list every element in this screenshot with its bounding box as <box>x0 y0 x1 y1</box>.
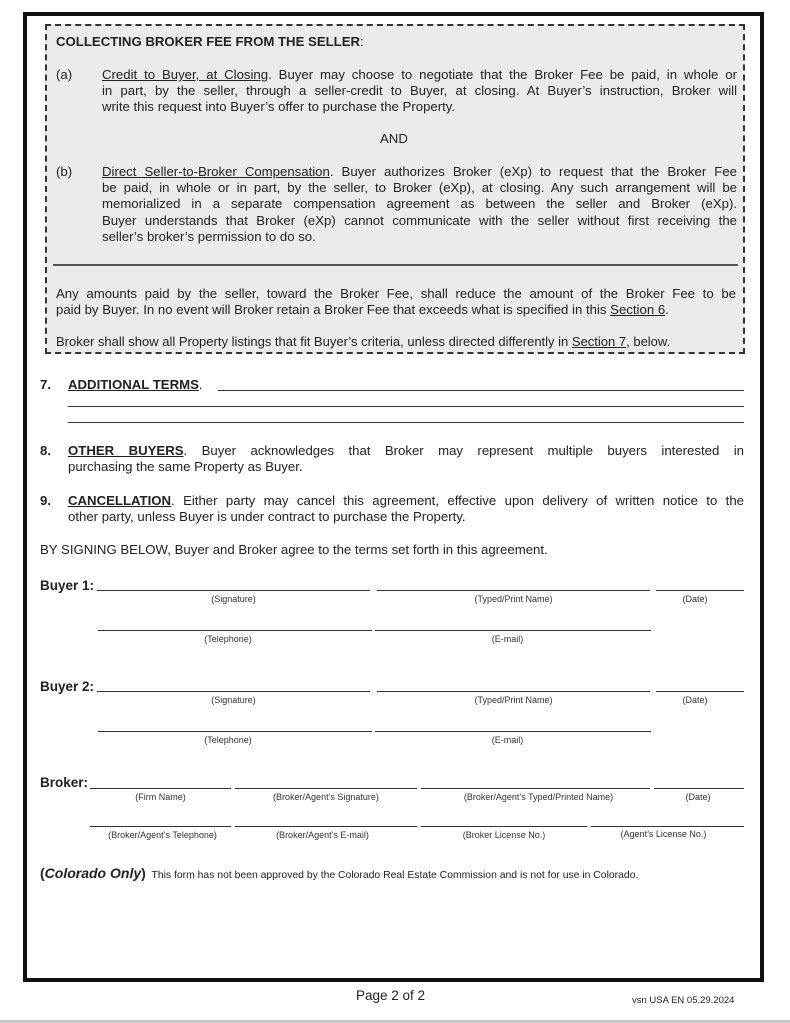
broker-firm-name-caption: (Firm Name) <box>135 792 186 802</box>
item-b-line: seller’s broker’s permission to do so. <box>102 228 316 244</box>
buyer-1-telephone-line[interactable] <box>98 630 372 631</box>
buyer-2-print-name-caption: (Typed/Print Name) <box>474 695 553 705</box>
buyer-2-date-line[interactable] <box>656 691 744 692</box>
section-7-title: ADDITIONAL TERMS <box>68 377 199 392</box>
section-9-number: 9. <box>40 493 51 508</box>
broker-agent-email-line[interactable] <box>235 826 417 827</box>
paragraph-end: . <box>665 302 669 318</box>
broker-agent-signature-caption: (Broker/Agent’s Signature) <box>273 792 379 802</box>
item-a-line: in part, by the seller, through a seller-credit to Buyer, at closing. At Buyer’s instruction, Broker will <box>102 83 737 99</box>
section-9-line: other party, unless Buyer is under contract to purchase the Property. <box>68 509 466 525</box>
broker-agent-printed-name-caption: (Broker/Agent’s Typed/Printed Name) <box>463 792 614 802</box>
buyer-2-signature-caption: (Signature) <box>211 695 256 705</box>
buyer-2-telephone-line[interactable] <box>98 731 372 732</box>
agent-license-line[interactable] <box>591 826 744 827</box>
section-8-title: OTHER BUYERS <box>68 443 184 458</box>
section-8-number: 8. <box>40 443 51 458</box>
section-6-link[interactable]: Section 6 <box>610 302 666 318</box>
additional-terms-line-1[interactable] <box>218 390 744 391</box>
additional-terms-line-3[interactable] <box>68 422 744 423</box>
buyer-1-telephone-caption: (Telephone) <box>204 634 252 644</box>
section-9-text <box>68 493 744 525</box>
section-7-heading <box>68 377 203 393</box>
item-a-marker: (a) <box>56 67 73 82</box>
buyer-1-email-caption: (E-mail) <box>491 634 524 644</box>
section-9-line: . Either party may cancel this agreement, effective upon delivery of written notice to the <box>171 493 744 508</box>
buyer-2-email-line[interactable] <box>375 731 651 732</box>
broker-agent-telephone-line[interactable] <box>90 826 231 827</box>
buyer-1-email-line[interactable] <box>375 630 651 631</box>
broker-firm-name-line[interactable] <box>90 788 231 789</box>
heading-colon: : <box>360 34 364 49</box>
colorado-only-label: Colorado Only <box>44 865 142 881</box>
and-separator: AND <box>380 131 408 146</box>
section-7-link[interactable]: Section 7 <box>571 334 627 349</box>
item-b-line: Buyer understands that Broker (eXp) cannot communicate with the seller without first receiving the <box>102 212 737 228</box>
broker-agent-printed-name-line[interactable] <box>421 788 650 789</box>
version-label: vsn USA EN 05.29.2024 <box>632 995 735 1006</box>
buyer-1-label: Buyer 1: <box>40 578 95 593</box>
signing-statement: BY SIGNING BELOW, Buyer and Broker agree to the terms set forth in this agreement. <box>40 542 548 557</box>
buyer-2-label: Buyer 2: <box>40 679 95 694</box>
broker-license-line[interactable] <box>421 826 587 827</box>
section-8-text <box>68 443 744 475</box>
listings-end: , below. <box>626 334 671 349</box>
page-number: Page 2 of 2 <box>356 988 426 1003</box>
broker-license-caption: (Broker License No.) <box>462 830 546 840</box>
item-b-marker: (b) <box>56 164 73 179</box>
section-9-title: CANCELLATION <box>68 493 172 508</box>
broker-date-caption: (Date) <box>685 792 711 802</box>
paragraph-line: paid by Buyer. In no event will Broker retain a Broker Fee that exceeds what is specified in this <box>56 302 611 318</box>
buyer-2-telephone-caption: (Telephone) <box>204 735 252 745</box>
listings-paragraph <box>56 334 670 350</box>
broker-agent-signature-line[interactable] <box>235 788 417 789</box>
item-a-line: write this request into Buyer’s offer to purchase the Property. <box>102 99 456 115</box>
broker-date-line[interactable] <box>654 788 744 789</box>
buyer-2-email-caption: (E-mail) <box>491 735 524 745</box>
buyer-2-print-name-line[interactable] <box>377 691 650 692</box>
note-close-paren: ) <box>141 865 146 881</box>
agent-license-caption: (Agent’s License No.) <box>620 829 707 839</box>
buyer-2-date-caption: (Date) <box>682 695 708 705</box>
note-open-paren: ( <box>40 865 45 881</box>
item-b-title: Direct Seller-to-Broker Compensation <box>102 164 330 179</box>
item-b-line: . Buyer authorizes Broker (eXp) to request that the Broker Fee <box>329 164 737 179</box>
collecting-heading <box>56 34 364 50</box>
section-7-period: . <box>198 377 203 392</box>
item-a-title: Credit to Buyer, at Closing <box>102 67 269 82</box>
buyer-1-date-line[interactable] <box>656 590 744 591</box>
broker-label: Broker: <box>40 775 89 790</box>
additional-terms-line-2[interactable] <box>68 406 744 407</box>
buyer-1-date-caption: (Date) <box>682 594 708 604</box>
listings-text: Broker shall show all Property listings that fit Buyer’s criteria, unless directed differently in <box>56 334 572 349</box>
colorado-note-text: This form has not been approved by the Colorado Real Estate Commission and is not for use in Colorado. <box>151 870 639 881</box>
buyer-1-signature-line[interactable] <box>97 590 370 591</box>
colorado-note <box>40 865 638 884</box>
item-a-text <box>102 67 737 116</box>
buyer-1-signature-caption: (Signature) <box>211 594 256 604</box>
item-b-text <box>102 164 737 245</box>
seller-amount-paragraph <box>56 286 736 318</box>
section-8-line: . Buyer acknowledges that Broker may represent multiple buyers interested in <box>183 443 744 458</box>
buyer-1-print-name-line[interactable] <box>377 590 650 591</box>
box-divider <box>53 264 738 266</box>
item-b-line: memorialized in a separate compensation agreement as between the seller and Broker (eXp). <box>102 196 737 212</box>
section-8-line: purchasing the same Property as Buyer. <box>68 459 303 475</box>
buyer-2-signature-line[interactable] <box>97 691 370 692</box>
item-b-line: be paid, in whole or in part, by the seller, to Broker (eXp), at closing. Any such arrangement will be <box>102 180 737 196</box>
section-7-number: 7. <box>40 377 51 392</box>
paragraph-line: Any amounts paid by the seller, toward the Broker Fee, shall reduce the amount of the Broker Fee to be <box>56 286 736 301</box>
buyer-1-print-name-caption: (Typed/Print Name) <box>474 594 553 604</box>
broker-agent-telephone-caption: (Broker/Agent’s Telephone) <box>108 830 217 840</box>
collecting-heading-text: COLLECTING BROKER FEE FROM THE SELLER <box>56 34 361 49</box>
broker-agent-email-caption: (Broker/Agent’s E-mail) <box>276 830 369 840</box>
item-a-line: . Buyer may choose to negotiate that the Broker Fee be paid, in whole or <box>268 67 737 82</box>
